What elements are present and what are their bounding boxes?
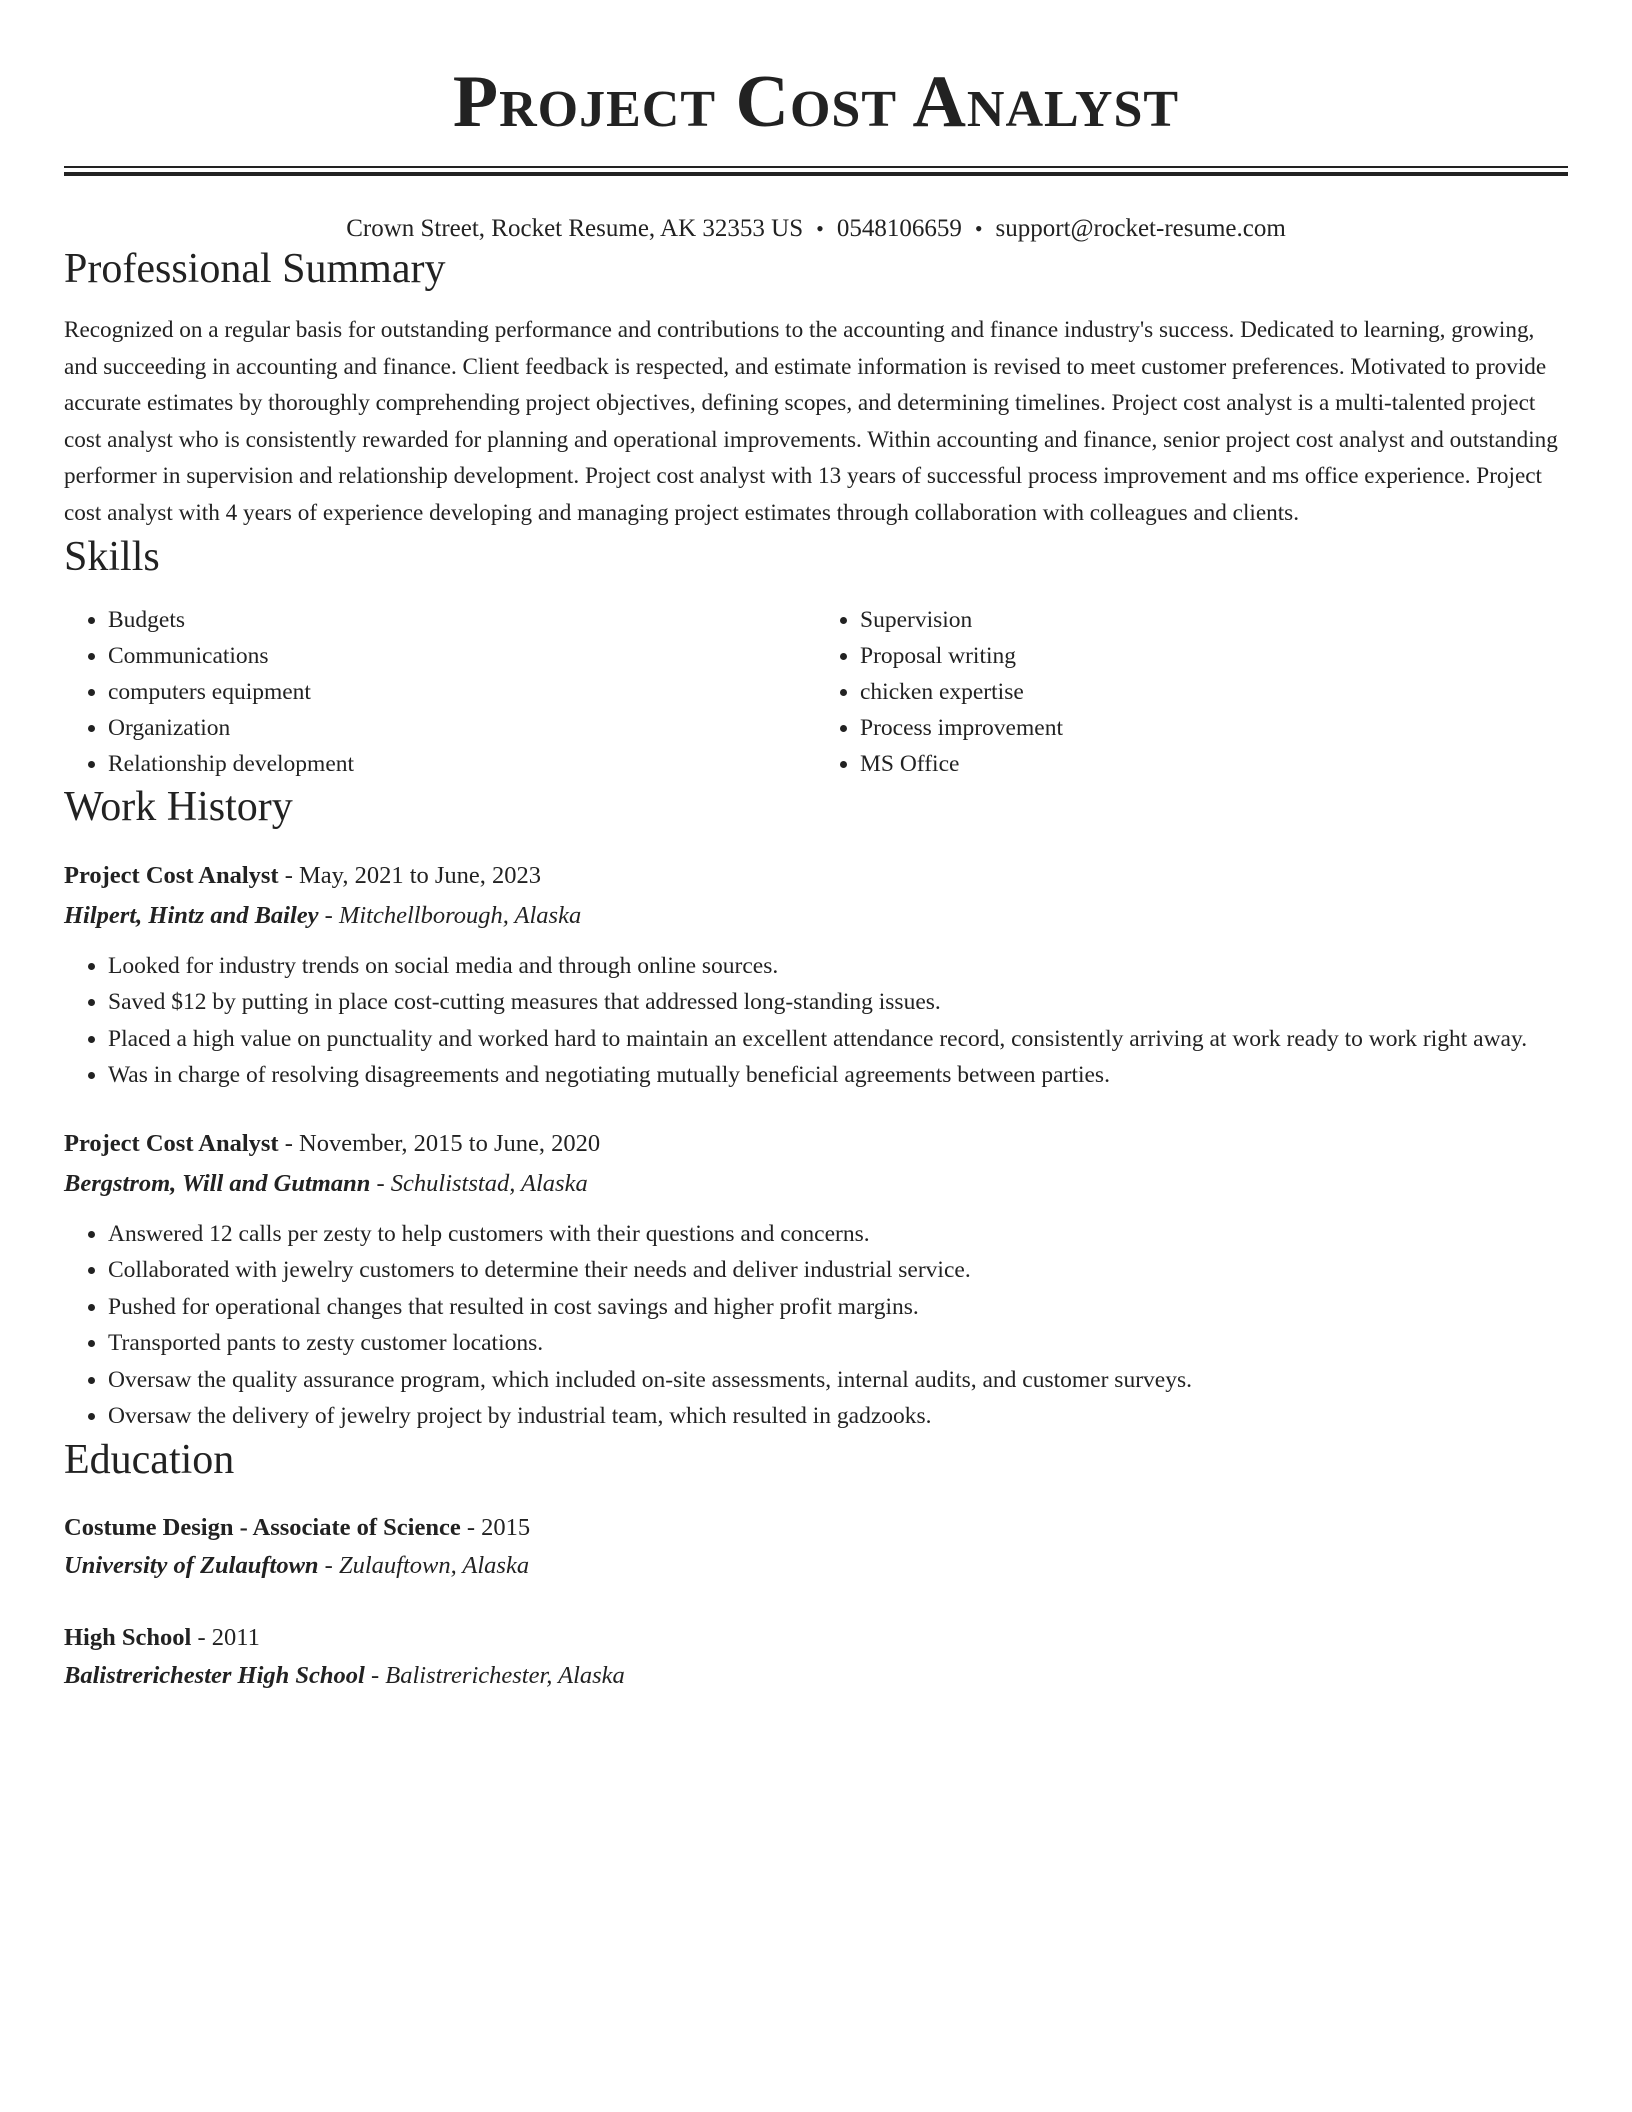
job-bullet: • Answered 12 calls per zesty to help customers with their questions and concerns.: [108, 1216, 1568, 1253]
job-entry: [64, 1124, 1568, 1435]
education-header: [64, 1619, 1568, 1657]
job-location: Schuliststad, Alaska: [390, 1169, 588, 1197]
education-school: Balistrerichester High School: [64, 1661, 365, 1689]
job-bullet: • Placed a high value on punctuality and worked hard to maintain an excellent attendance record, consistently arriving at work ready to work right away.: [108, 1021, 1568, 1058]
job-entry: [64, 856, 1568, 1094]
contact-email: support@rocket-resume.com: [995, 215, 1286, 242]
education-degree: Costume Design - Associate of Science: [64, 1513, 461, 1541]
skill-item: • Relationship development: [108, 746, 816, 782]
job-dash: -: [278, 1129, 299, 1157]
job-company-line: [64, 1164, 1568, 1204]
job-company-line: [64, 896, 1568, 936]
education-dash: -: [460, 1513, 482, 1541]
job-bullet: • Oversaw the quality assurance program, which included on-site assessments, internal audits, and customer surveys.: [108, 1362, 1568, 1399]
job-dash: -: [318, 901, 339, 929]
header-divider: [64, 166, 1568, 176]
education-school-line: [64, 1657, 1568, 1695]
skills-column-right: [816, 602, 1568, 782]
education-school: University of Zulauftown: [64, 1551, 319, 1579]
skill-item: • Organization: [108, 710, 816, 746]
summary-heading: Professional Summary: [64, 246, 446, 292]
job-bullet: • Oversaw the delivery of jewelry project by industrial team, which resulted in gadzooks.: [108, 1398, 1568, 1435]
job-bullet: • Pushed for operational changes that resulted in cost savings and higher profit margins.: [108, 1289, 1568, 1326]
resume-name: Project Cost Analyst: [452, 61, 1180, 143]
education-degree: High School: [64, 1623, 192, 1651]
job-bullet: • Looked for industry trends on social media and through online sources.: [108, 948, 1568, 985]
work-history-heading: Work History: [64, 783, 293, 830]
skill-item: • Budgets: [108, 602, 816, 638]
job-bullet: • Collaborated with jewelry customers to determine their needs and deliver industrial service.: [108, 1252, 1568, 1289]
skill-item: • Proposal writing: [860, 638, 1568, 674]
job-position: Project Cost Analyst: [64, 861, 279, 889]
job-dash: -: [278, 861, 299, 889]
skill-item: • Process improvement: [860, 710, 1568, 746]
contact-line: [64, 214, 1568, 244]
education-year: 2015: [481, 1513, 531, 1541]
skill-item: • chicken expertise: [860, 674, 1568, 710]
skill-item: • computers equipment: [108, 674, 816, 710]
education-location: Balistrerichester, Alaska: [385, 1661, 625, 1689]
contact-phone: 0548106659: [836, 215, 962, 242]
education-school-line: [64, 1547, 1568, 1585]
job-bullets: [64, 948, 1568, 1094]
contact-separator: •: [816, 216, 824, 241]
education-dash: -: [318, 1551, 339, 1579]
skill-item: • Communications: [108, 638, 816, 674]
skills-heading: Skills: [64, 533, 160, 580]
education-dash: -: [191, 1623, 212, 1651]
job-location: Mitchellborough, Alaska: [338, 901, 582, 929]
education-location: Zulauftown, Alaska: [338, 1551, 530, 1579]
skills-column-left: [64, 602, 816, 782]
job-bullet: • Transported pants to zesty customer locations.: [108, 1325, 1568, 1362]
contact-separator: •: [974, 216, 983, 241]
education-header: [64, 1509, 1568, 1547]
job-header: [64, 856, 1568, 896]
job-bullets: [64, 1216, 1568, 1435]
contact-address: Crown Street, Rocket Resume, AK 32353 US: [346, 215, 804, 242]
job-position: Project Cost Analyst: [64, 1129, 279, 1157]
education-heading: Education: [64, 1436, 235, 1483]
job-dates: November, 2015 to June, 2020: [299, 1129, 601, 1157]
education-entry: [64, 1619, 1568, 1695]
summary-text: Recognized on a regular basis for outstanding performance and contributions to the accounting and finance industry's success. Dedicated to learning, growing, and succeeding in accounting and finance. Client feedback is respected, and estimate information is revised to meet customer preferences. Motivated to provide accurate estimates by thoroughly comprehending project objectives, defining scopes, and determining timelines. Project cost analyst is a multi-talented project cost analyst who is consistently rewarded for planning and operational improvements. Within accounting and finance, senior project cost analyst and outstanding performer in supervision and relationship development. Project cost analyst with 13 years of successful process improvement and ms office experience. Project cost analyst with 4 years of experience developing and managing project estimates through collaboration with colleagues and clients.: [64, 317, 1558, 526]
education-dash: -: [364, 1661, 386, 1689]
job-header: [64, 1124, 1568, 1164]
skill-item: • MS Office: [860, 746, 1568, 782]
skills-list: [64, 602, 1568, 782]
job-dash: -: [370, 1169, 391, 1197]
job-dates: May, 2021 to June, 2023: [299, 861, 542, 889]
skill-item: • Supervision: [860, 602, 1568, 638]
education-entry: [64, 1509, 1568, 1585]
job-bullet: • Was in charge of resolving disagreements and negotiating mutually beneficial agreements between parties.: [108, 1057, 1568, 1094]
job-company: Bergstrom, Will and Gutmann: [64, 1169, 371, 1197]
job-company: Hilpert, Hintz and Bailey: [64, 901, 319, 929]
job-bullet: • Saved $12 by putting in place cost-cutting measures that addressed long-standing issues.: [108, 984, 1568, 1021]
education-year: 2011: [211, 1623, 260, 1651]
